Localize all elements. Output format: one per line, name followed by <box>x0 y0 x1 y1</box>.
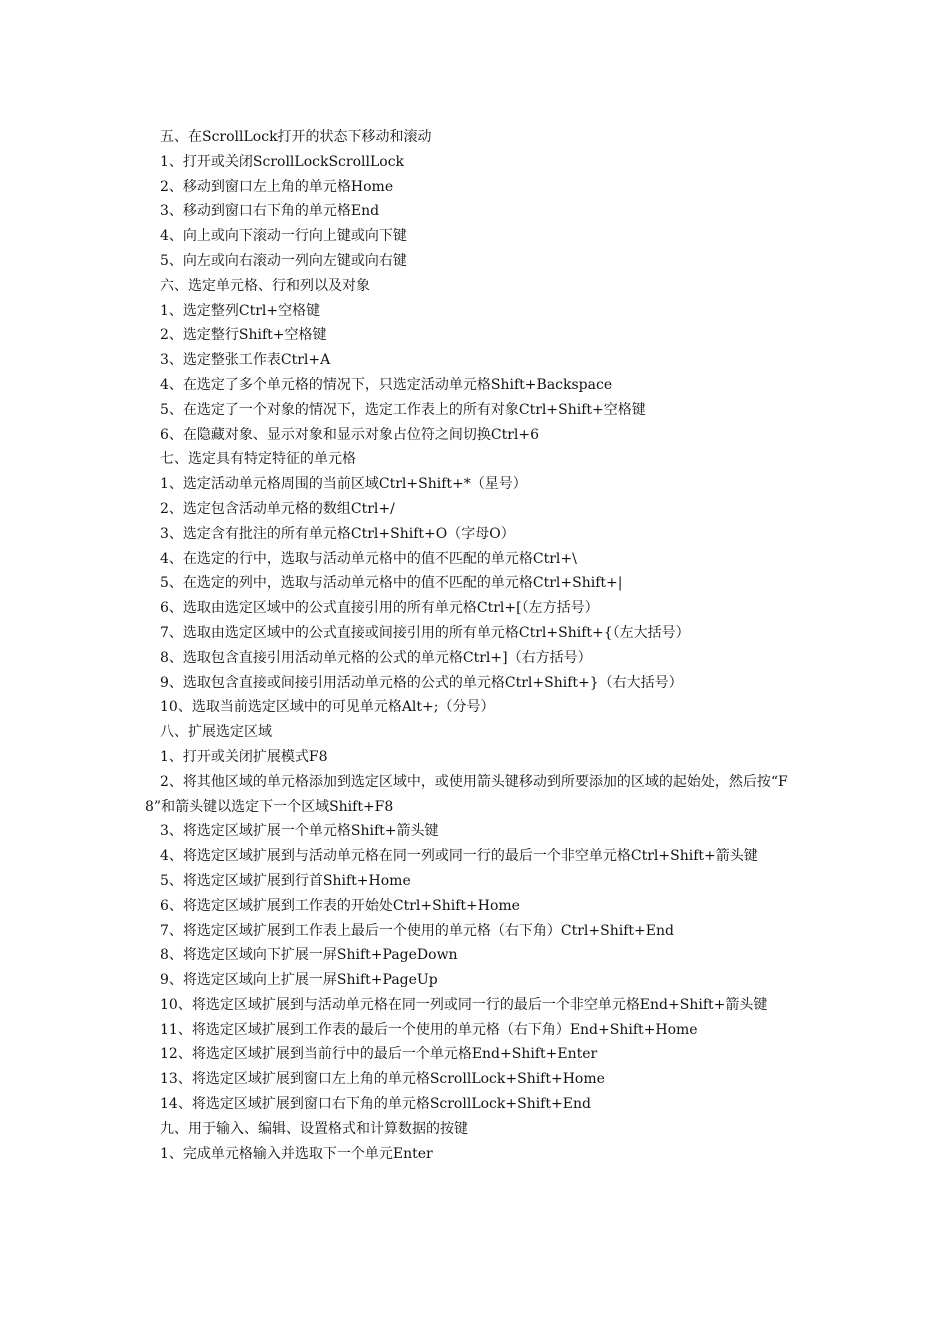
list-item: 11、将选定区域扩展到工作表的最后一个使用的单元格（右下角）End+Shift+Home <box>160 1021 698 1038</box>
list-item: 10、选取当前选定区域中的可见单元格Alt+;（分号） <box>160 699 495 716</box>
list-item: 12、将选定区域扩展到当前行中的最后一个单元格End+Shift+Enter <box>160 1046 598 1063</box>
list-item: 1、选定活动单元格周围的当前区域Ctrl+Shift+*（星号） <box>160 476 527 493</box>
list-item: 2、选定整行Shift+空格键 <box>160 327 327 344</box>
list-item: 3、选定含有批注的所有单元格Ctrl+Shift+O（字母O） <box>160 525 515 542</box>
section-heading-9: 九、用于输入、编辑、设置格式和计算数据的按键 <box>160 1120 468 1137</box>
list-item: 1、完成单元格输入并选取下一个单元Enter <box>160 1145 433 1162</box>
list-item-wrapped: 2、将其他区域的单元格添加到选定区域中，或使用箭头键移动到所要添加的区域的起始处，然后按“F8”和箭头键以选定下一个区域Shift+F8 <box>145 773 788 815</box>
list-item: 3、选定整张工作表Ctrl+A <box>160 352 331 369</box>
list-item: 3、移动到窗口右下角的单元格End <box>160 203 380 220</box>
list-item: 1、选定整列Ctrl+空格键 <box>160 302 321 319</box>
list-item: 1、打开或关闭扩展模式F8 <box>160 748 328 765</box>
list-item: 5、在选定了一个对象的情况下，选定工作表上的所有对象Ctrl+Shift+空格键 <box>160 401 646 418</box>
section-heading-5: 五、在ScrollLock打开的状态下移动和滚动 <box>160 129 432 145</box>
list-item: 2、移动到窗口左上角的单元格Home <box>160 178 394 195</box>
list-item: 14、将选定区域扩展到窗口右下角的单元格ScrollLock+Shift+End <box>160 1096 591 1113</box>
document-body <box>145 125 810 1166</box>
section-heading-7: 七、选定具有特定特征的单元格 <box>160 451 356 468</box>
list-item: 1、打开或关闭ScrollLockScrollLock <box>160 153 405 170</box>
list-item: 5、在选定的列中，选取与活动单元格中的值不匹配的单元格Ctrl+Shift+| <box>160 575 623 592</box>
list-item: 4、在选定了多个单元格的情况下，只选定活动单元格Shift+Backspace <box>160 376 613 393</box>
list-item: 6、选取由选定区域中的公式直接引用的所有单元格Ctrl+[（左方括号） <box>160 600 599 617</box>
list-item: 8、将选定区域向下扩展一屏Shift+PageDown <box>160 947 458 964</box>
list-item: 7、选取由选定区域中的公式直接或间接引用的所有单元格Ctrl+Shift+{（左大括号） <box>160 624 690 641</box>
list-item: 6、在隐藏对象、显示对象和显示对象占位符之间切换Ctrl+6 <box>160 426 540 443</box>
list-item: 3、将选定区域扩展一个单元格Shift+箭头键 <box>160 823 439 840</box>
list-item: 5、向左或向右滚动一列向左键或向右键 <box>160 252 407 269</box>
section-heading-8: 八、扩展选定区域 <box>160 724 272 741</box>
list-item: 4、在选定的行中，选取与活动单元格中的值不匹配的单元格Ctrl+\ <box>160 550 577 567</box>
list-item: 7、将选定区域扩展到工作表上最后一个使用的单元格（右下角）Ctrl+Shift+End <box>160 922 674 939</box>
list-item: 2、选定包含活动单元格的数组Ctrl+/ <box>160 500 395 517</box>
list-item: 4、向上或向下滚动一行向上键或向下键 <box>160 228 407 245</box>
list-item-wrapped: 4、将选定区域扩展到与活动单元格在同一列或同一行的最后一个非空单元格Ctrl+Shift+箭头键 <box>160 848 758 865</box>
section-heading-6: 六、选定单元格、行和列以及对象 <box>160 277 370 294</box>
list-item: 8、选取包含直接引用活动单元格的公式的单元格Ctrl+]（右方括号） <box>160 649 592 666</box>
list-item: 9、选取包含直接或间接引用活动单元格的公式的单元格Ctrl+Shift+}（右大括号） <box>160 674 683 691</box>
list-item: 9、将选定区域向上扩展一屏Shift+PageUp <box>160 972 438 989</box>
list-item: 13、将选定区域扩展到窗口左上角的单元格ScrollLock+Shift+Home <box>160 1071 605 1088</box>
list-item: 6、将选定区域扩展到工作表的开始处Ctrl+Shift+Home <box>160 897 520 914</box>
list-item: 5、将选定区域扩展到行首Shift+Home <box>160 872 411 889</box>
list-item-wrapped: 10、将选定区域扩展到与活动单元格在同一列或同一行的最后一个非空单元格End+Shift+箭头键 <box>160 996 768 1013</box>
